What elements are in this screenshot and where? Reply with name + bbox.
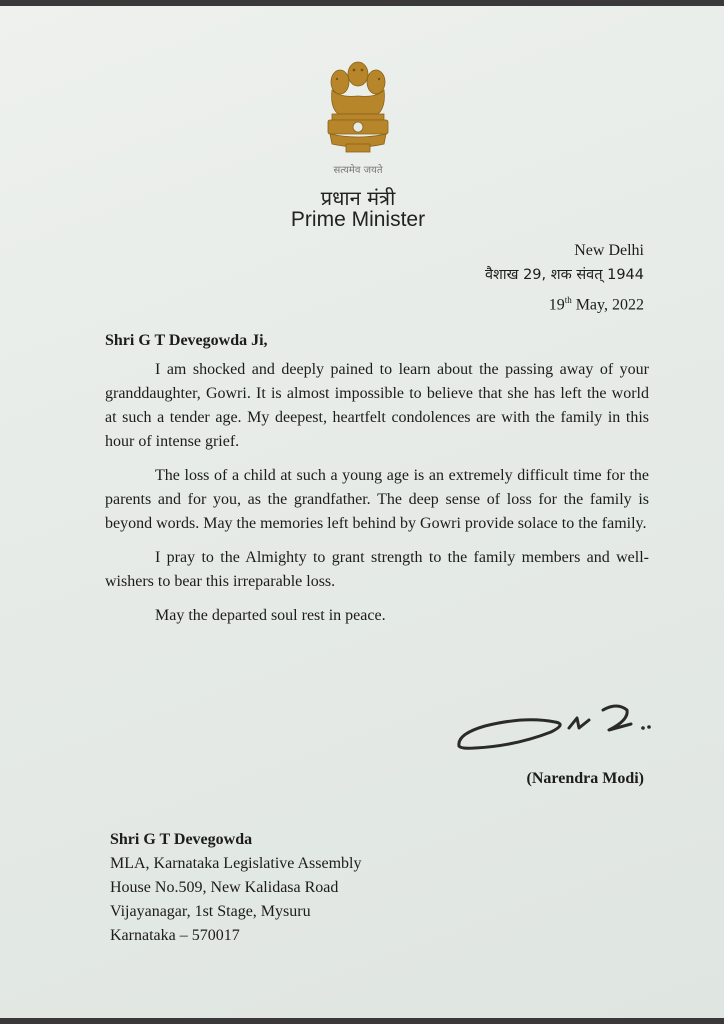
letter-body (105, 358, 649, 638)
date-day-suffix: th (564, 295, 572, 305)
address-line: MLA, Karnataka Legislative Assembly (110, 855, 362, 872)
letter-page (0, 6, 724, 1018)
signer-name: (Narendra Modi) (526, 770, 644, 787)
date-month-year: May, 2022 (571, 296, 644, 314)
signature-icon (455, 694, 655, 756)
body-paragraph: May the departed soul rest in peace. (155, 607, 386, 624)
salutation: Shri G T Devegowda Ji, (105, 332, 268, 349)
dateline (485, 238, 644, 317)
address-line: Vijayanagar, 1st Stage, Mysuru (110, 903, 311, 920)
body-paragraph: I pray to the Almighty to grant strength to the family members and well-wishers to bear this irreparable loss. (105, 549, 649, 590)
address-line: House No.509, New Kalidasa Road (110, 879, 339, 896)
emblem-motto: सत्यमेव जयते (333, 165, 383, 176)
recipient-address (110, 828, 362, 948)
body-paragraph: The loss of a child at such a young age is an extremely difficult time for the parents and for you, as the grandfather. The deep sense of loss for the family is beyond words. May the memories left behind by Gowri provide solace to the family. (105, 467, 649, 532)
dateline-gregorian-date (485, 288, 644, 317)
dateline-saka-date: वैशाख 29, शक संवत् 1944 (484, 267, 644, 283)
address-line: Karnataka – 570017 (110, 927, 240, 944)
dateline-place: New Delhi (574, 242, 644, 259)
state-emblem-icon (318, 52, 398, 162)
office-title-hindi: प्रधान मंत्री (320, 186, 396, 210)
date-day: 19 (548, 296, 565, 314)
office-title-english: Prime Minister (290, 208, 426, 231)
recipient-name: Shri G T Devegowda (110, 831, 253, 848)
body-paragraph: I am shocked and deeply pained to learn about the passing away of your granddaughter, Gowri. It is almost impossible to believe that she has left the world at such a tender age. My deepest, heartfelt condolences are with the family in this hour of intense grief. (105, 361, 649, 450)
